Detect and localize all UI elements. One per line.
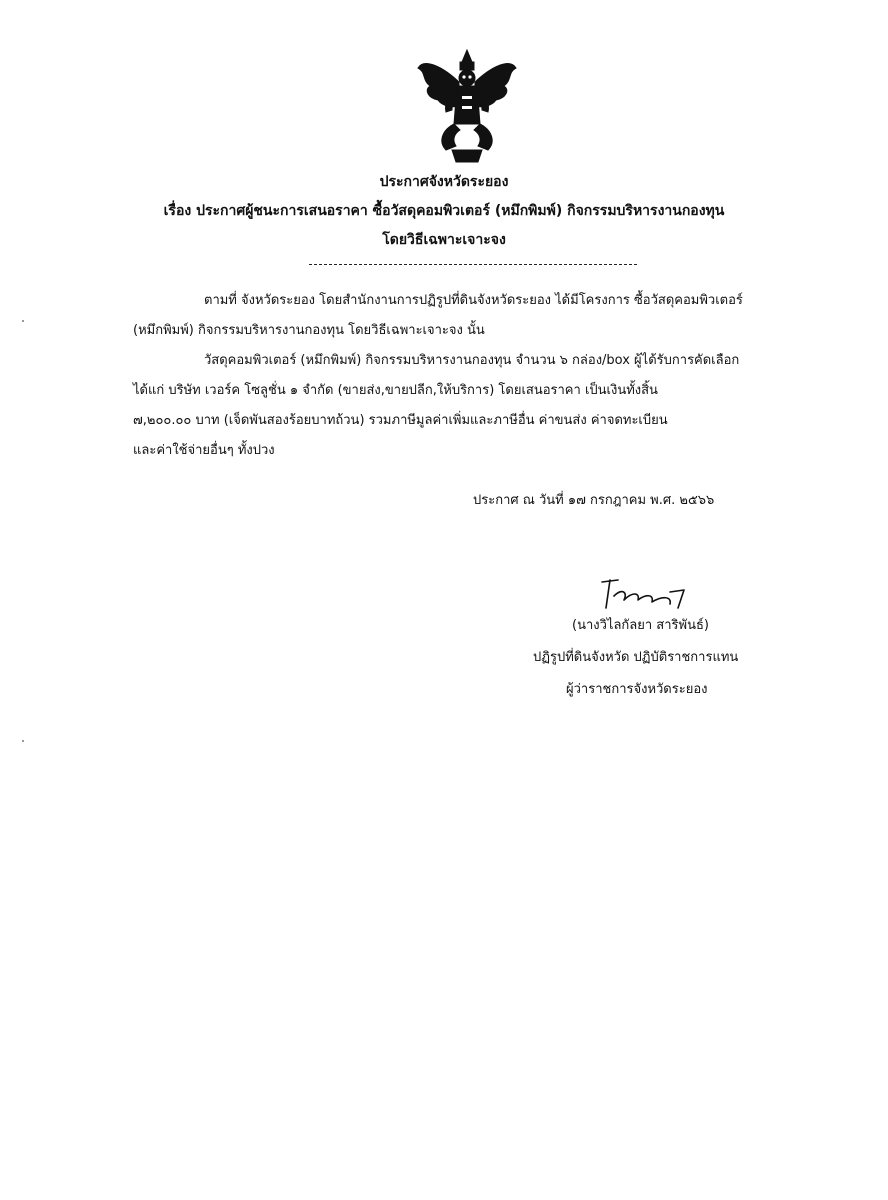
announcement-title: ประกาศจังหวัดระยอง (379, 174, 509, 190)
scan-speck (22, 320, 24, 322)
garuda-emblem-icon (412, 46, 522, 166)
announcement-subject: เรื่อง ประกาศผู้ชนะการเสนอราคา ซื้อวัสดุคอมพิวเตอร์ (หมึกพิมพ์) กิจกรรมบริหารงานกองทุน (163, 203, 725, 219)
paragraph-2-line-3: ๗,๒๐๐.๐๐ บาท (เจ็ดพันสองร้อยบาทถ้วน) รวมภาษีมูลค่าเพิ่มและภาษีอื่น ค่าขนส่ง ค่าจดทะเบียน (133, 413, 668, 428)
paragraph-1-line-1: ตามที่ จังหวัดระยอง โดยสำนักงานการปฏิรูปที่ดินจังหวัดระยอง ได้มีโครงการ ซื้อวัสดุคอมพิวเตอร์ (204, 293, 743, 308)
paragraph-2-line-4: และค่าใช้จ่ายอื่นๆ ทั้งปวง (133, 443, 275, 458)
paragraph-2-line-2: ได้แก่ บริษัท เวอร์ค โซลูชั่น ๑ จำกัด (ขายส่ง,ขายปลีก,ให้บริการ) โดยเสนอราคา เป็นเงินทั้งสิ้น (133, 383, 658, 398)
title-divider (309, 264, 637, 265)
signatory-name: (นางวิไลกัลยา สาริพันธ์) (572, 618, 709, 633)
scan-speck (22, 740, 24, 742)
announcement-date: ประกาศ ณ วันที่ ๑๗ กรกฎาคม พ.ศ. ๒๕๖๖ (473, 493, 715, 508)
announcement-subject-line2: โดยวิธีเฉพาะเจาะจง (382, 232, 506, 248)
paragraph-2-line-1: วัสดุคอมพิวเตอร์ (หมึกพิมพ์) กิจกรรมบริหารงานกองทุน จำนวน ๖ กล่อง/box ผู้ได้รับการคัดเลือก (204, 353, 740, 368)
signature-mark (592, 574, 712, 614)
paragraph-1-line-2: (หมึกพิมพ์) กิจกรรมบริหารงานกองทุน โดยวิธีเฉพาะเจาะจง นั้น (133, 323, 485, 338)
signatory-position-line2: ผู้ว่าราชการจังหวัดระยอง (566, 682, 708, 697)
signatory-position: ปฏิรูปที่ดินจังหวัด ปฏิบัติราชการแทน (533, 650, 739, 665)
